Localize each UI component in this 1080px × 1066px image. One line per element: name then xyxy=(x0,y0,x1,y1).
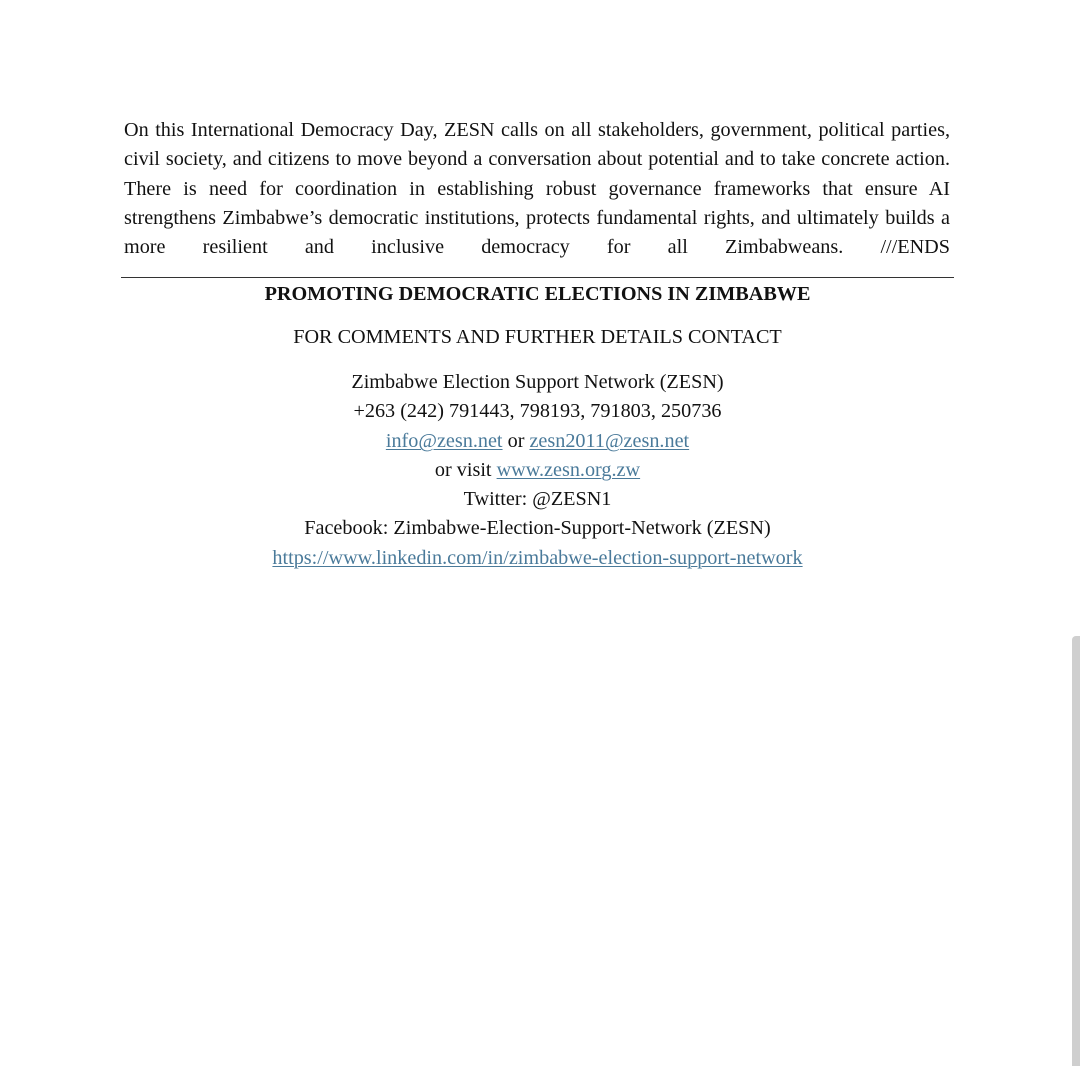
facebook-page: Facebook: Zimbabwe-Election-Support-Network (ZESN) xyxy=(304,517,771,540)
linkedin-line xyxy=(121,544,954,573)
email-line xyxy=(121,427,954,456)
visit-prefix: or visit xyxy=(434,458,497,481)
contact-heading: FOR COMMENTS AND FURTHER DETAILS CONTACT xyxy=(293,326,782,348)
website-line xyxy=(121,456,954,485)
footer-divider xyxy=(121,277,954,278)
website-link[interactable]: www.zesn.org.zw xyxy=(496,458,641,481)
org-name: Zimbabwe Election Support Network (ZESN) xyxy=(351,371,724,393)
twitter-handle: Twitter: @ZESN1 xyxy=(463,488,612,511)
email-link-info[interactable]: info@zesn.net xyxy=(385,429,503,452)
email-link-zesn2011[interactable]: zesn2011@zesn.net xyxy=(529,429,690,452)
phone-numbers: +263 (242) 791443, 798193, 791803, 250736 xyxy=(353,400,722,423)
scrollbar-thumb[interactable] xyxy=(1072,636,1080,1066)
footer-tagline: PROMOTING DEMOCRATIC ELECTIONS IN ZIMBABWE xyxy=(264,283,811,305)
linkedin-link[interactable]: https://www.linkedin.com/in/zimbabwe-election-support-network xyxy=(272,546,803,569)
email-separator: or xyxy=(502,429,530,452)
contact-block xyxy=(121,368,954,573)
closing-paragraph: On this International Democracy Day, ZESN calls on all stakeholders, government, political parties, civil society, and citizens to move beyond a conversation about potential and to take concrete action. There is need for coordination in establishing robust governance frameworks that ensure AI strengthens Zimbabwe’s democratic institutions, protects fundamental rights, and ultimately builds a more resilient and inclusive democracy for all Zimbabweans. ///ENDS xyxy=(124,119,950,259)
